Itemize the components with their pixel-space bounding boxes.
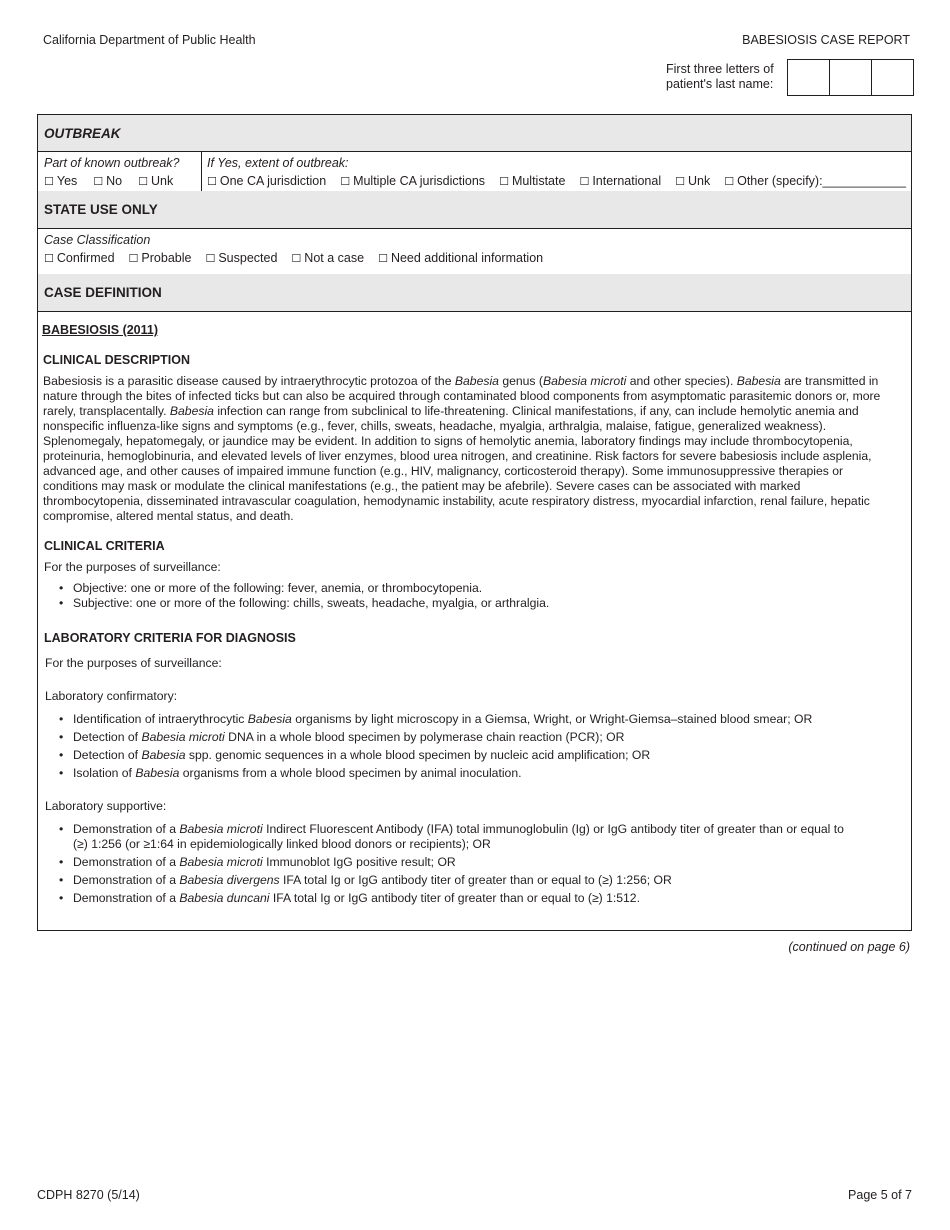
- text-segment: infection can range from subclinical to life-threatening. Clinical manifestations, if any, can include hemolytic anemia and nonspecific influenza-like signs and symptoms (e.g., fever, chills, sweats, headache, myalgia, arthralgia, malaise, fatigue, generalized weakness). Splenomegaly, hepatomegaly, or jaundice may be evident. In addition to signs of hemolytic anemia, laboratory findings may include thrombocytopenia, proteinuria, hemoglobinuria, and elevated levels of liver enzymes, blood urea nitrogen, and creatinine. Risk factors for severe babesiosis include asplenia, advanced age, and other causes of impaired immune function (e.g., HIV, malignancy, corticosteroid therapy). Some immunosuppressive therapies or conditions may mask or modulate the clinical manifestations (e.g., the patient may be afebrile). Severe cases can be associated with marked thrombocytopenia, disseminated intravascular coagulation, hemodynamic instability, acute respiratory distress, myocardial infarction, renal failure, hepatic compromise, altered mental status, and death.: [43, 404, 872, 523]
- text-segment: DNA in a whole blood specimen by polymerase chain reaction (PCR); OR: [224, 730, 625, 744]
- text-segment: Objective: one or more of the following: fever, anemia, or thrombocytopenia.: [73, 581, 483, 595]
- checkbox-icon[interactable]: ☐: [207, 175, 217, 188]
- checkbox-icon[interactable]: ☐: [340, 175, 351, 188]
- last-name-boxes: [787, 59, 914, 96]
- case-classification-option-0[interactable]: [44, 251, 115, 265]
- list-item: [73, 891, 851, 906]
- text-segment: Demonstration of a: [73, 873, 180, 887]
- list-item: [73, 822, 851, 852]
- extent-label: If Yes, extent of outbreak:: [207, 156, 349, 170]
- text-segment: Babesia: [169, 404, 214, 418]
- disease-name: BABESIOSIS (2011): [42, 323, 159, 337]
- case-classification-option-2[interactable]: [205, 251, 277, 265]
- checkbox-icon[interactable]: ☐: [44, 175, 54, 188]
- page-number: Page 5 of 7: [848, 1188, 912, 1202]
- case-definition-body: [43, 323, 891, 906]
- list-item: [73, 596, 891, 611]
- text-segment: Demonstration of a: [73, 891, 180, 905]
- known-outbreak-label: Part of known outbreak?: [44, 156, 180, 170]
- text-segment: organisms from a whole blood specimen by animal inoculation.: [179, 766, 522, 780]
- checkbox-icon[interactable]: ☐: [378, 252, 388, 265]
- text-segment: Babesia divergens: [179, 873, 280, 887]
- list-item: [73, 712, 891, 727]
- checkbox-icon[interactable]: ☐: [724, 175, 735, 188]
- last-name-label: First three letters of patient's last name:: [666, 62, 774, 91]
- agency-name: California Department of Public Health: [43, 33, 256, 47]
- checkbox-icon[interactable]: ☐: [205, 252, 216, 265]
- text-segment: Babesia: [736, 374, 781, 388]
- text-segment: Babesia microti: [542, 374, 627, 388]
- clinical-criteria-intro: For the purposes of surveillance:: [44, 560, 221, 574]
- case-definition-title: CASE DEFINITION: [44, 285, 162, 300]
- text-segment: Babesia microti: [179, 855, 263, 869]
- outbreak-extent-option-label: International: [592, 174, 662, 188]
- case-classification-option-label: Suspected: [218, 251, 278, 265]
- known-outbreak-option-0[interactable]: [44, 174, 77, 188]
- lab-confirmatory-list: [43, 712, 891, 781]
- state-use-section-header: [38, 191, 911, 229]
- outbreak-extent-option-0[interactable]: [207, 174, 326, 188]
- list-item: [73, 730, 891, 745]
- checkbox-icon[interactable]: ☐: [579, 175, 590, 188]
- text-segment: Immunoblot IgG positive result; OR: [262, 855, 456, 869]
- case-classification-option-label: Confirmed: [56, 251, 115, 265]
- text-segment: Detection of: [73, 748, 142, 762]
- text-segment: Babesia duncani: [179, 891, 270, 905]
- classification-options: [44, 251, 543, 265]
- outbreak-extent-option-4[interactable]: [675, 174, 710, 188]
- text-segment: are transmitted in nature through the bites of infected ticks but can also be acquired through contaminated blood components from asymptomatic parasitemic donors or, more rarely, transplacentally.: [43, 374, 881, 418]
- report-title: BABESIOSIS CASE REPORT: [742, 33, 910, 47]
- outbreak-extent-option-label: Other (specify):____________: [737, 174, 906, 188]
- text-segment: Demonstration of a: [73, 822, 180, 836]
- checkbox-icon[interactable]: ☐: [93, 175, 104, 188]
- case-definition-section-header: [38, 274, 911, 312]
- outbreak-divider: [201, 152, 202, 192]
- outbreak-extent-option-2[interactable]: [499, 174, 565, 188]
- lab-supportive-list: [43, 822, 891, 906]
- continued-note: (continued on page 6): [788, 940, 910, 954]
- text-segment: organisms by light microscopy in a Giemsa, Wright, or Wright-Giemsa–stained blood smear; OR: [291, 712, 813, 726]
- case-classification-option-1[interactable]: [129, 251, 192, 265]
- text-segment: Isolation of: [73, 766, 136, 780]
- last-name-letter-1-input[interactable]: [788, 60, 830, 95]
- checkbox-icon[interactable]: ☐: [138, 175, 149, 188]
- outbreak-extent-option-5[interactable]: [724, 174, 906, 188]
- form-id: CDPH 8270 (5/14): [37, 1188, 140, 1202]
- text-segment: IFA total Ig or IgG antibody titer of greater than or equal to (≥) 1:256; OR: [279, 873, 672, 887]
- text-segment: Babesia: [135, 766, 180, 780]
- case-classification-option-3[interactable]: [291, 251, 364, 265]
- text-segment: and other species).: [626, 374, 737, 388]
- checkbox-icon[interactable]: ☐: [499, 175, 509, 188]
- clinical-description-heading: CLINICAL DESCRIPTION: [43, 353, 190, 367]
- checkbox-icon[interactable]: ☐: [128, 252, 139, 265]
- text-segment: genus (: [498, 374, 543, 388]
- clinical-criteria-heading: CLINICAL CRITERIA: [44, 539, 165, 553]
- lab-criteria-heading: LABORATORY CRITERIA FOR DIAGNOSIS: [44, 631, 296, 645]
- classification-label: Case Classification: [44, 233, 151, 247]
- list-item: [73, 748, 891, 763]
- outbreak-extent-option-label: Multistate: [511, 174, 566, 188]
- outbreak-title: OUTBREAK: [44, 125, 121, 141]
- text-segment: spp. genomic sequences in a whole blood specimen by nucleic acid amplification; OR: [185, 748, 651, 762]
- clinical-criteria-list: [43, 581, 891, 611]
- text-segment: Indirect Fluorescent Antibody (IFA) total immunoglobulin (Ig) or IgG antibody titer of greater than or equal to (≥) 1:256 (or ≥1:64 in epidemiologically linked blood donors or recipients); OR: [73, 822, 844, 851]
- lab-criteria-intro: For the purposes of surveillance:: [45, 656, 222, 670]
- lab-confirmatory-label: Laboratory confirmatory:: [45, 689, 178, 703]
- last-name-letter-3-input[interactable]: [872, 60, 913, 95]
- outbreak-section-header: [38, 115, 911, 152]
- classification-row: [38, 229, 911, 275]
- extent-options: [207, 174, 906, 188]
- checkbox-icon[interactable]: ☐: [291, 252, 302, 265]
- text-segment: Babesia: [141, 748, 186, 762]
- known-outbreak-option-label: No: [106, 174, 123, 188]
- known-outbreak-options: [44, 174, 173, 188]
- list-item: [73, 855, 851, 870]
- list-item: [73, 766, 891, 781]
- last-name-letter-2-input[interactable]: [830, 60, 872, 95]
- checkbox-icon[interactable]: ☐: [675, 175, 685, 188]
- outbreak-extent-option-1[interactable]: [340, 174, 485, 188]
- form-frame: [37, 114, 912, 931]
- case-classification-option-label: Need additional information: [390, 251, 544, 265]
- text-segment: Babesia microti: [141, 730, 225, 744]
- case-classification-option-4[interactable]: [378, 251, 543, 265]
- text-segment: Detection of: [73, 730, 142, 744]
- outbreak-extent-option-3[interactable]: [579, 174, 661, 188]
- known-outbreak-option-2[interactable]: [138, 174, 173, 188]
- known-outbreak-option-label: Unk: [151, 174, 174, 188]
- text-segment: Identification of intraerythrocytic: [73, 712, 248, 726]
- text-segment: Subjective: one or more of the following: chills, sweats, headache, myalgia, or arthralgia.: [73, 596, 550, 610]
- text-segment: Demonstration of a: [73, 855, 180, 869]
- text-segment: Babesia: [454, 374, 499, 388]
- outbreak-row: [38, 152, 911, 192]
- state-use-title: STATE USE ONLY: [44, 202, 158, 217]
- lab-supportive-label: Laboratory supportive:: [45, 799, 167, 813]
- text-segment: Babesiosis is a parasitic disease caused by intraerythrocytic protozoa of the: [43, 374, 455, 388]
- outbreak-extent-option-label: One CA jurisdiction: [219, 174, 327, 188]
- known-outbreak-option-label: Yes: [56, 174, 78, 188]
- list-item: [73, 581, 891, 596]
- text-segment: Babesia microti: [179, 822, 263, 836]
- outbreak-extent-option-label: Multiple CA jurisdictions: [353, 174, 486, 188]
- case-classification-option-label: Probable: [141, 251, 192, 265]
- checkbox-icon[interactable]: ☐: [44, 252, 54, 265]
- outbreak-extent-option-label: Unk: [688, 174, 711, 188]
- text-segment: IFA total Ig or IgG antibody titer of greater than or equal to (≥) 1:512.: [269, 891, 640, 905]
- text-segment: Babesia: [247, 712, 292, 726]
- case-classification-option-label: Not a case: [304, 251, 365, 265]
- clinical-description-text: [43, 374, 891, 524]
- list-item: [73, 873, 851, 888]
- known-outbreak-option-1[interactable]: [93, 174, 122, 188]
